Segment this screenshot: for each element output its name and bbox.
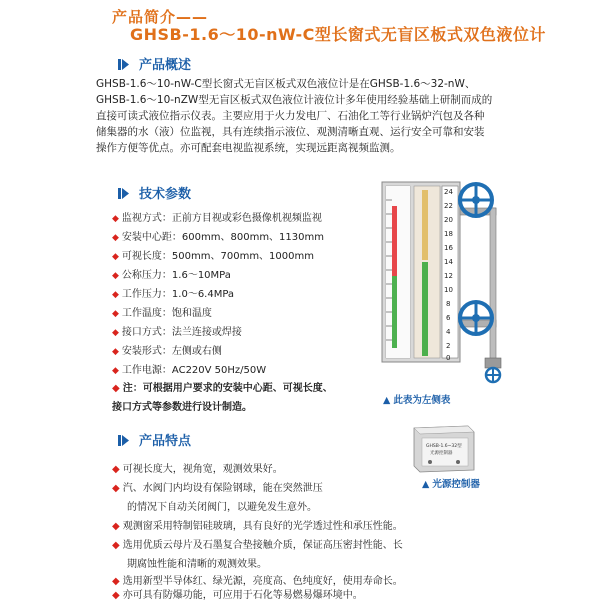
scale-label: 2 [446,342,451,350]
main-title: GHSB-1.6～10-nW-C型长窗式无盲区板式双色液位计 [130,25,546,44]
overview-line: GHSB-1.6～10-nZW型无盲区板式双色液位计液位计多年使用经验基础上研制而成的 [96,94,493,106]
handwheel-valve-icon [460,184,492,216]
spec-item: ◆ 工作温度：饱和温度 [112,308,212,319]
red-diamond-bullet-icon: ◆ [112,214,119,224]
feature-item: ◆ 选用优质云母片及石墨复合垫接触介质，保证高压密封性能、长 [112,540,403,551]
controller-label-line: 光源控制器 [430,451,453,456]
handwheel-valve-icon [460,302,492,334]
spec-item: ◆ 接口方式：法兰连接或焊接 [112,327,242,338]
overview-line: 直接可读式液位指示仪表。主要应用于火力发电厂、石油化工等行业锅炉汽包及各种 [96,110,485,122]
feature-item: ◆ 观测窗采用特制铝硅玻璃，具有良好的光学透过性和承压性能。 [112,521,403,532]
red-diamond-bullet-icon: ◆ [112,252,119,262]
overview-heading-row [118,54,191,73]
double-arrow-icon [118,187,131,200]
red-diamond-bullet-icon: ◆ [112,576,120,587]
scale-label: 16 [444,244,453,252]
scale-label: 22 [444,202,453,210]
red-diamond-bullet-icon: ◆ [112,483,120,494]
red-diamond-bullet-icon: ◆ [112,328,119,338]
overview-heading: 产品概述 [139,58,192,73]
specs-heading: 技术参数 [139,187,192,202]
feature-item: ◆ 亦可具有防爆功能，可应用于石化等易燃易爆环境中。 [112,590,363,601]
spec-note: ◆ 注：可根据用户要求的安装中心距、可视长度、 [112,383,333,394]
controller-caption: ▲ 光源控制器 [422,479,480,490]
spec-item: ◆ 工作电源：AC220V 50Hz/50W [112,365,267,376]
red-diamond-bullet-icon: ◆ [112,347,119,357]
level-gauge-illustration [372,170,522,390]
feature-item: ◆ 汽、水阀门内均设有保险钢球，能在突然泄压 [112,483,323,494]
feature-item-continuation: 的情况下自动关闭阀门，以避免发生意外。 [127,502,317,513]
spec-item: ◆ 可视长度：500mm、700mm、1000mm [112,251,314,262]
spec-item: ◆ 安装中心距：600mm、800mm、1130mm [112,232,324,243]
specs-heading-row [118,183,191,202]
scale-label: 14 [444,258,453,266]
overview-line: GHSB-1.6～10-nW-C型长窗式无盲区板式双色液位计是在GHSB-1.6～32-nW、 [96,78,476,90]
double-arrow-icon [118,58,131,71]
red-diamond-bullet-icon: ◆ [112,540,120,551]
overview-line: 储集器的水（液）位监视，具有连续指示液位、观测清晰直观、运行安全可靠和安装 [96,126,485,138]
features-heading-row [118,430,191,449]
spec-note: 接口方式等参数进行设计制造。 [112,402,252,413]
red-diamond-bullet-icon: ◆ [112,590,120,601]
red-diamond-bullet-icon: ◆ [112,290,119,300]
blue-triangle-icon: ▲ [422,479,430,490]
blue-triangle-icon: ▲ [383,395,391,406]
scale-label: 24 [444,188,453,196]
double-arrow-icon [118,434,131,447]
scale-label: 4 [446,328,451,336]
scale-label: 20 [444,216,453,224]
spec-item: ◆ 安装形式：左侧或右侧 [112,346,222,357]
red-diamond-bullet-icon: ◆ [112,271,119,281]
scale-label: 12 [444,272,453,280]
light-source-controller-illustration [412,424,476,474]
scale-label: 6 [446,314,451,322]
scale-label: 0 [446,354,451,362]
overview-paragraph [96,76,516,156]
scale-label: 8 [446,300,451,308]
gauge-caption: ▲ 此表为左侧表 [383,395,451,406]
red-diamond-bullet-icon: ◆ [112,233,119,243]
red-diamond-bullet-icon: ◆ [112,309,119,319]
red-diamond-bullet-icon: ◆ [112,464,120,475]
features-heading: 产品特点 [139,434,192,449]
controller-label-line: GHSB-1.6~32型 [426,444,462,449]
feature-item: ◆ 可视长度大，视角宽，观测效果好。 [112,464,283,475]
red-diamond-bullet-icon: ◆ [112,366,119,376]
spec-item: ◆ 工作压力：1.0～6.4MPa [112,289,235,300]
overview-line: 操作方便等优点。亦可配套电视监视系统，实现远距离视频监测。 [96,142,401,154]
spec-item: ◆ 监视方式：正前方目视或彩色摄像机视频监视 [112,213,322,224]
red-diamond-bullet-icon: ◆ [112,521,120,532]
feature-item: ◆ 选用新型半导体红、绿光源，亮度高、色纯度好，使用寿命长。 [112,576,403,587]
intro-title: 产品简介—— [112,8,209,26]
spec-item: ◆ 公称压力：1.6～10MPa [112,270,231,281]
scale-label: 18 [444,230,453,238]
drain-valve-icon [485,358,501,382]
feature-item-continuation: 期腐蚀性能和清晰的观测效果。 [127,559,267,570]
scale-label: 10 [444,286,453,294]
red-diamond-bullet-icon: ◆ [112,383,120,394]
